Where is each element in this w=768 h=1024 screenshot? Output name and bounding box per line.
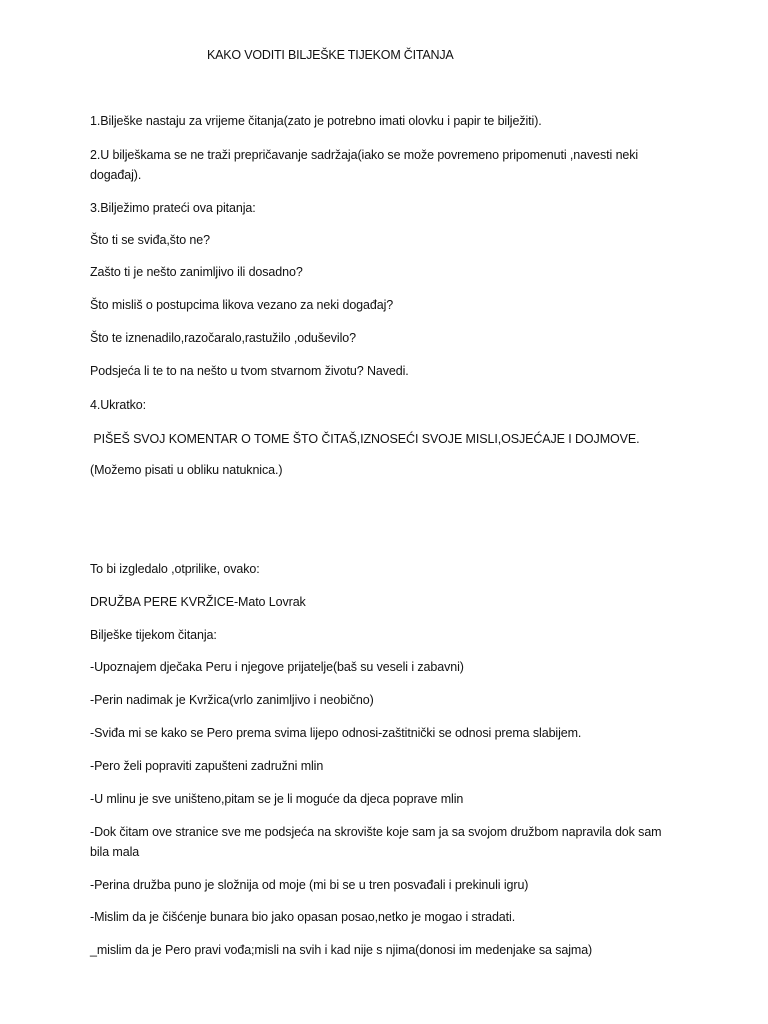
question-2: Zašto ti je nešto zanimljivo ili dosadno? xyxy=(90,265,303,279)
intro-line-1: 1.Bilješke nastaju za vrijeme čitanja(zato je potrebno imati olovku i papir te bilježiti). xyxy=(90,114,542,128)
note-item-5: -U mlinu je sve uništeno,pitam se je li moguće da djeca poprave mlin xyxy=(90,792,464,806)
question-1: Što ti se sviđa,što ne? xyxy=(90,233,210,247)
note-item-4: -Pero želi popraviti zapušteni zadružni mlin xyxy=(90,759,324,773)
question-4: Što te iznenadilo,razočaralo,rastužilo ,oduševilo? xyxy=(90,331,356,345)
book-title: DRUŽBA PERE KVRŽICE-Mato Lovrak xyxy=(90,595,306,609)
note-item-3: -Sviđa mi se kako se Pero prema svima lijepo odnosi-zaštitnički se odnosi prema slabijem. xyxy=(90,726,582,740)
note-item-7: -Perina družba puno je složnija od moje (mi bi se u tren posvađali i prekinuli igru) xyxy=(90,878,529,892)
question-5: Podsjeća li te to na nešto u tvom stvarnom životu? Navedi. xyxy=(90,364,409,378)
notes-heading: Bilješke tijekom čitanja: xyxy=(90,628,217,642)
summary-line: PIŠEŠ SVOJ KOMENTAR O TOME ŠTO ČITAŠ,IZNOSEĆI SVOJE MISLI,OSJEĆAJE I DOJMOVE. xyxy=(90,432,640,446)
note-item-6: -Dok čitam ove stranice sve me podsjeća na skrovište koje sam ja sa svojom družbom napravila dok sam bila mala xyxy=(90,825,662,859)
question-3: Što misliš o postupcima likova vezano za neki događaj? xyxy=(90,298,394,312)
page-title: KAKO VODITI BILJEŠKE TIJEKOM ČITANJA xyxy=(207,48,454,62)
note-line: (Možemo pisati u obliku natuknica.) xyxy=(90,463,283,477)
note-item-1: -Upoznajem dječaka Peru i njegove prijatelje(baš su veseli i zabavni) xyxy=(90,660,464,674)
note-item-8: -Mislim da je čišćenje bunara bio jako opasan posao,netko je mogao i stradati. xyxy=(90,910,516,924)
intro-line-2: 2.U bilješkama se ne traži prepričavanje sadržaja(iako se može povremeno pripomenuti ,navesti neki događaj). xyxy=(90,148,639,182)
note-item-2: -Perin nadimak je Kvržica(vrlo zanimljivo i neobično) xyxy=(90,693,374,707)
intro-line-4: 4.Ukratko: xyxy=(90,398,146,412)
example-intro: To bi izgledalo ,otprilike, ovako: xyxy=(90,562,260,576)
note-item-9: _mislim da je Pero pravi vođa;misli na svih i kad nije s njima(donosi im medenjake sa sajma) xyxy=(90,943,593,957)
intro-line-3: 3.Bilježimo prateći ova pitanja: xyxy=(90,201,256,215)
